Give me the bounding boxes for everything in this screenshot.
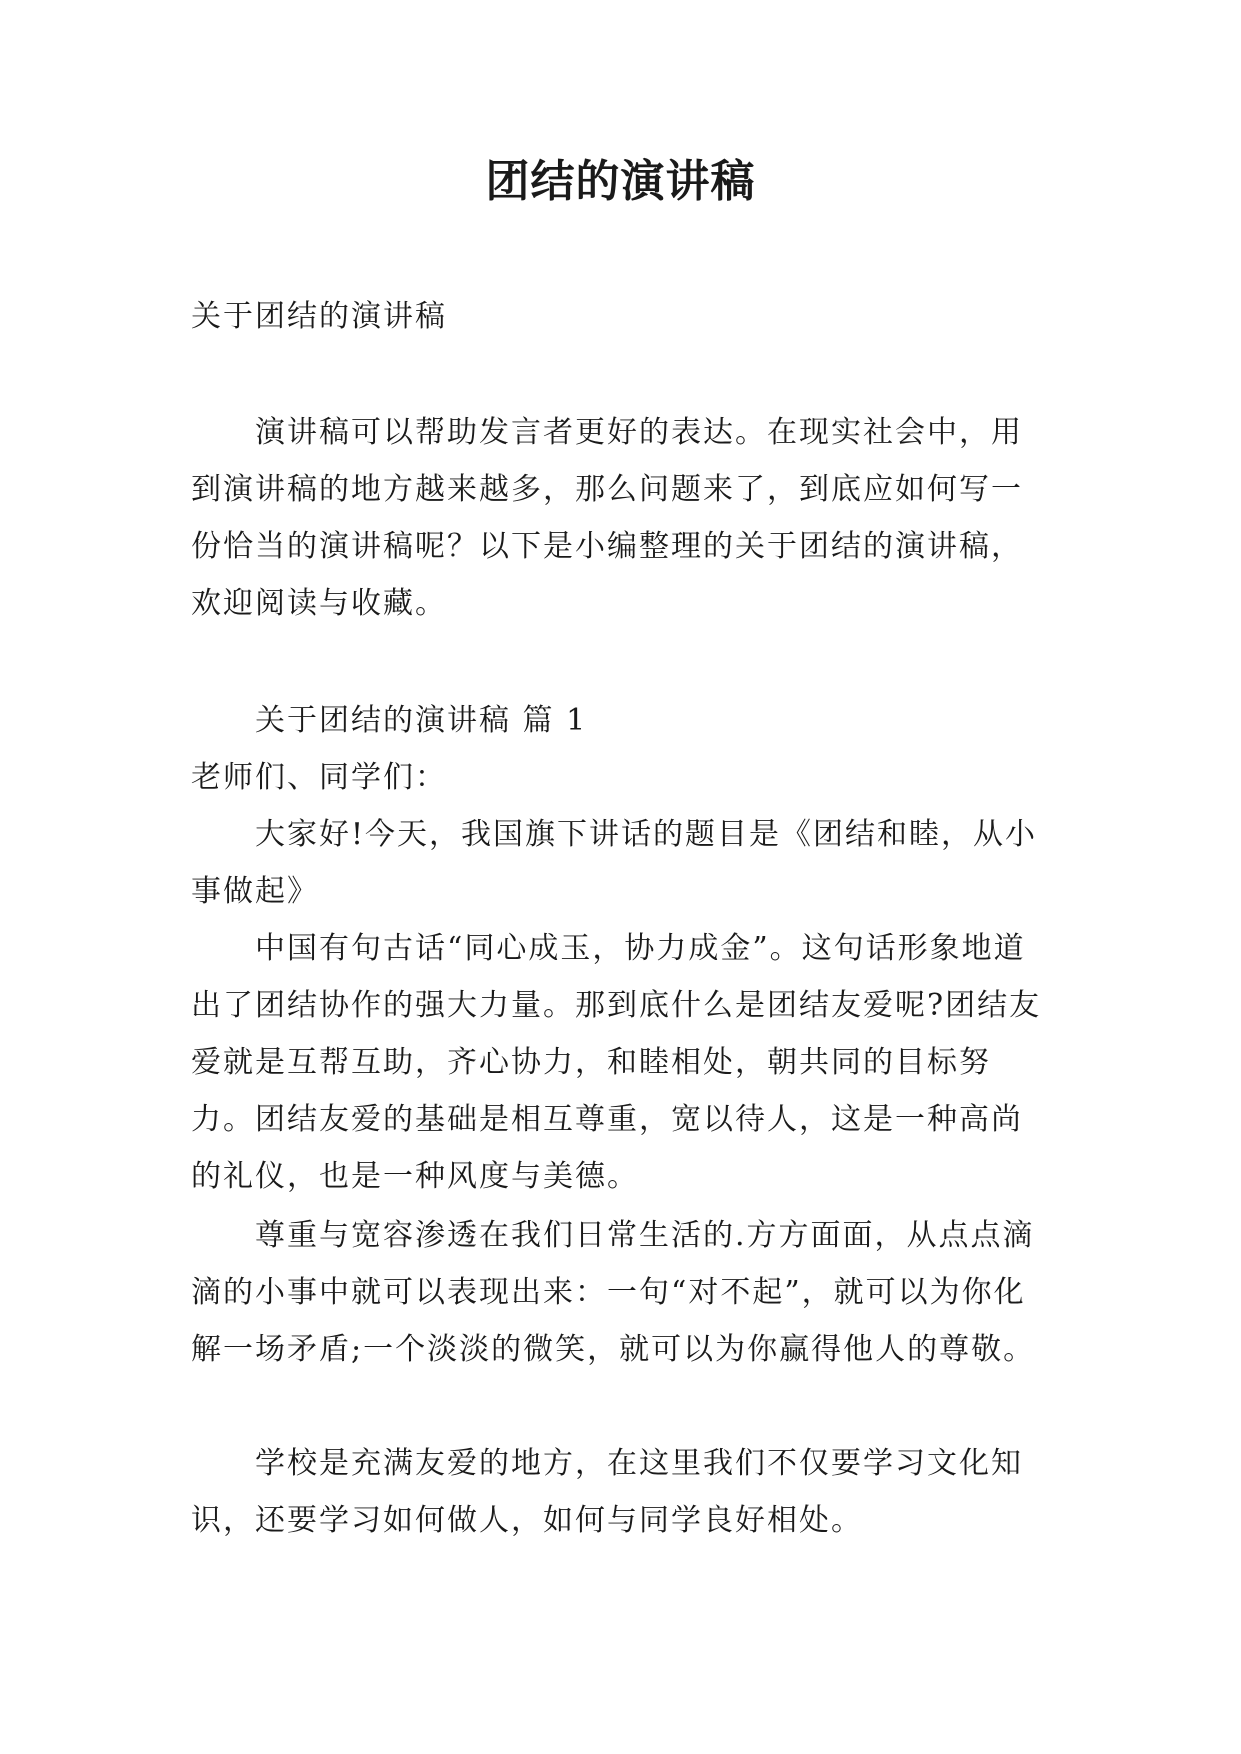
body-paragraph: 大家好!今天，我国旗下讲话的题目是《团结和睦，从小事做起》 <box>191 817 1038 909</box>
body-paragraph: 中国有句古话“同心成玉，协力成金”。这句话形象地道出了团结协作的强大力量。那到底什么是团结友爱呢?团结友爱就是互帮互助，齐心协力，和睦相处，朝共同的目标努力。团结友爱的基础是相互尊重，宽以待人，这是一种高尚的礼仪，也是一种风度与美德。 <box>191 931 1042 1194</box>
document-title: 团结的演讲稿 <box>485 156 756 207</box>
document-subtitle: 关于团结的演讲稿 <box>191 299 447 334</box>
section-heading: 关于团结的演讲稿 篇 1 <box>255 703 588 738</box>
body-paragraph: 学校是充满友爱的地方，在这里我们不仅要学习文化知识，还要学习如何做人，如何与同学良好相处。 <box>191 1446 1023 1538</box>
intro-paragraph: 演讲稿可以帮助发言者更好的表达。在现实社会中，用到演讲稿的地方越来越多，那么问题来了，到底应如何写一份恰当的演讲稿呢？以下是小编整理的关于团结的演讲稿，欢迎阅读与收藏。 <box>191 415 1023 621</box>
salutation: 老师们、同学们： <box>191 760 447 795</box>
body-paragraph: 尊重与宽容渗透在我们日常生活的.方方面面，从点点滴滴的小事中就可以表现出来：一句“对不起”，就可以为你化解一场矛盾;一个淡淡的微笑，就可以为你赢得他人的尊敬。 <box>191 1218 1036 1367</box>
